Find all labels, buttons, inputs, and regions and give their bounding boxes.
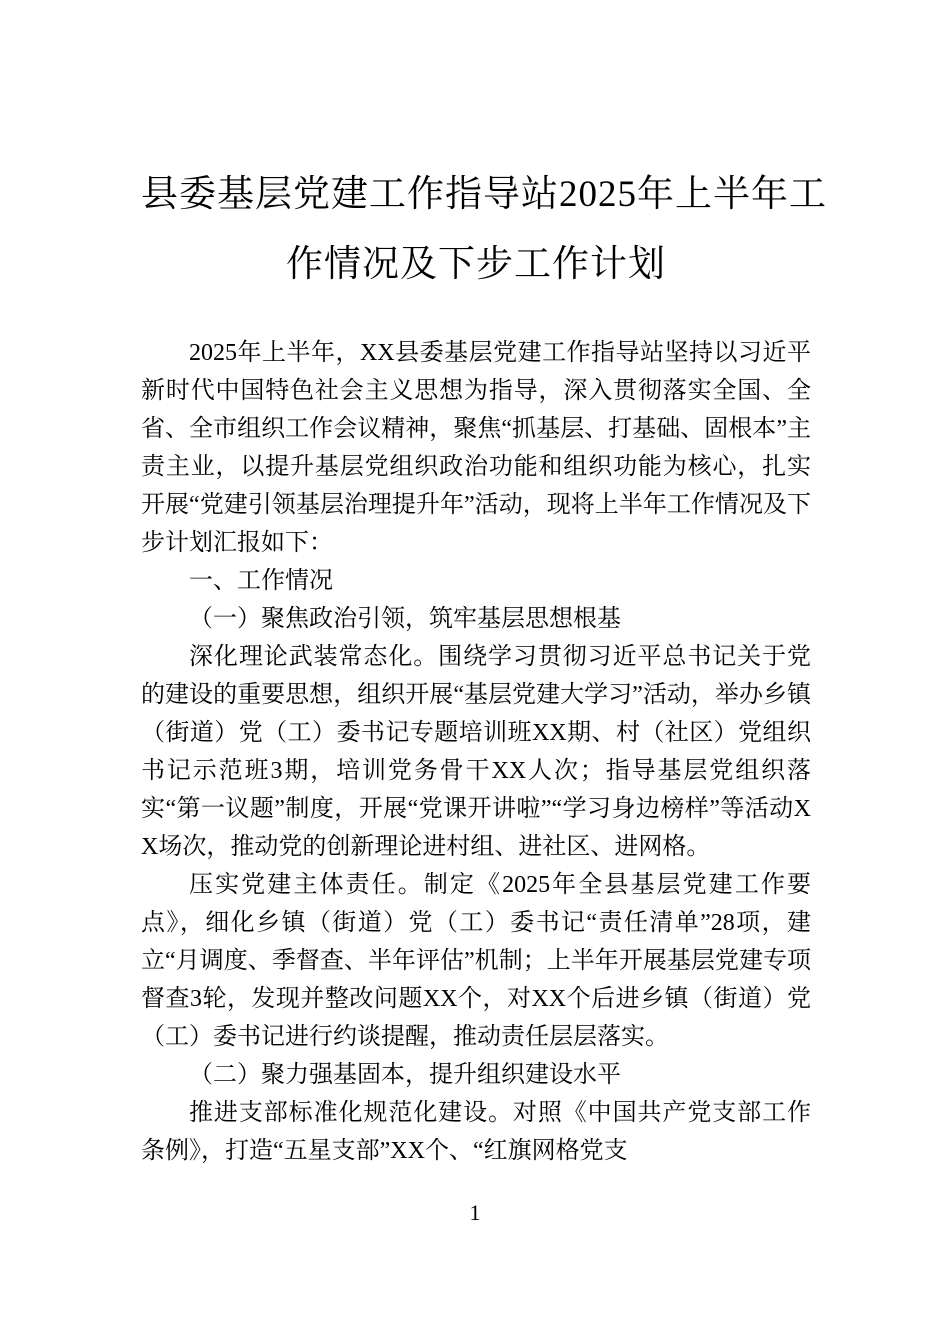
document-title (141, 160, 827, 300)
paragraph-branch-standardization: 推进支部标准化规范化建设。对照《中国共产党支部工作条例》，打造“五星支部”XX个、“红旗网格党支 (141, 1100, 811, 1164)
paragraph-theory-armament: 深化理论武装常态化。围绕学习贯彻习近平总书记关于党的建设的重要思想，组织开展“基层党建大学习”活动，举办乡镇（街道）党（工）委书记专题培训班XX期、村（社区）党组织书记示范班3期，培训党务骨干XX人次；指导基层党组织落实“第一议题”制度，开展“党课开讲啦”“学习身边榜样”等活动XX场次，推动党的创新理论进村组、进社区、进网格。 (141, 644, 811, 860)
paragraph-responsibility: 压实党建主体责任。制定《2025年全县基层党建工作要点》，细化乡镇（街道）党（工）委书记“责任清单”28项，建立“月调度、季督查、半年评估”机制；上半年开展基层党建专项督查3轮，发现并整改问题XX个，对XX个后进乡镇（街道）党（工）委书记进行约谈提醒，推动责任层层落实。 (141, 872, 811, 1050)
paragraph-intro: 2025年上半年，XX县委基层党建工作指导站坚持以习近平新时代中国特色社会主义思想为指导，深入贯彻落实全国、全省、全市组织工作会议精神，聚焦“抓基层、打基础、固根本”主责主业，以提升基层党组织政治功能和组织功能为核心，扎实开展“党建引领基层治理提升年”活动，现将上半年工作情况及下步计划汇报如下： (141, 340, 811, 556)
title-line-1: 县委基层党建工作指导站2025年上半年工 (141, 174, 827, 215)
page-number: 1 (469, 1200, 481, 1225)
document-content (141, 160, 827, 1170)
heading-subsection-1-1: （一）聚焦政治引领，筑牢基层思想根基 (189, 606, 621, 632)
heading-section-1: 一、工作情况 (189, 568, 333, 594)
heading-subsection-1-2: （二）聚力强基固本，提升组织建设水平 (189, 1062, 621, 1088)
title-line-2: 作情况及下步工作计划 (286, 244, 666, 285)
